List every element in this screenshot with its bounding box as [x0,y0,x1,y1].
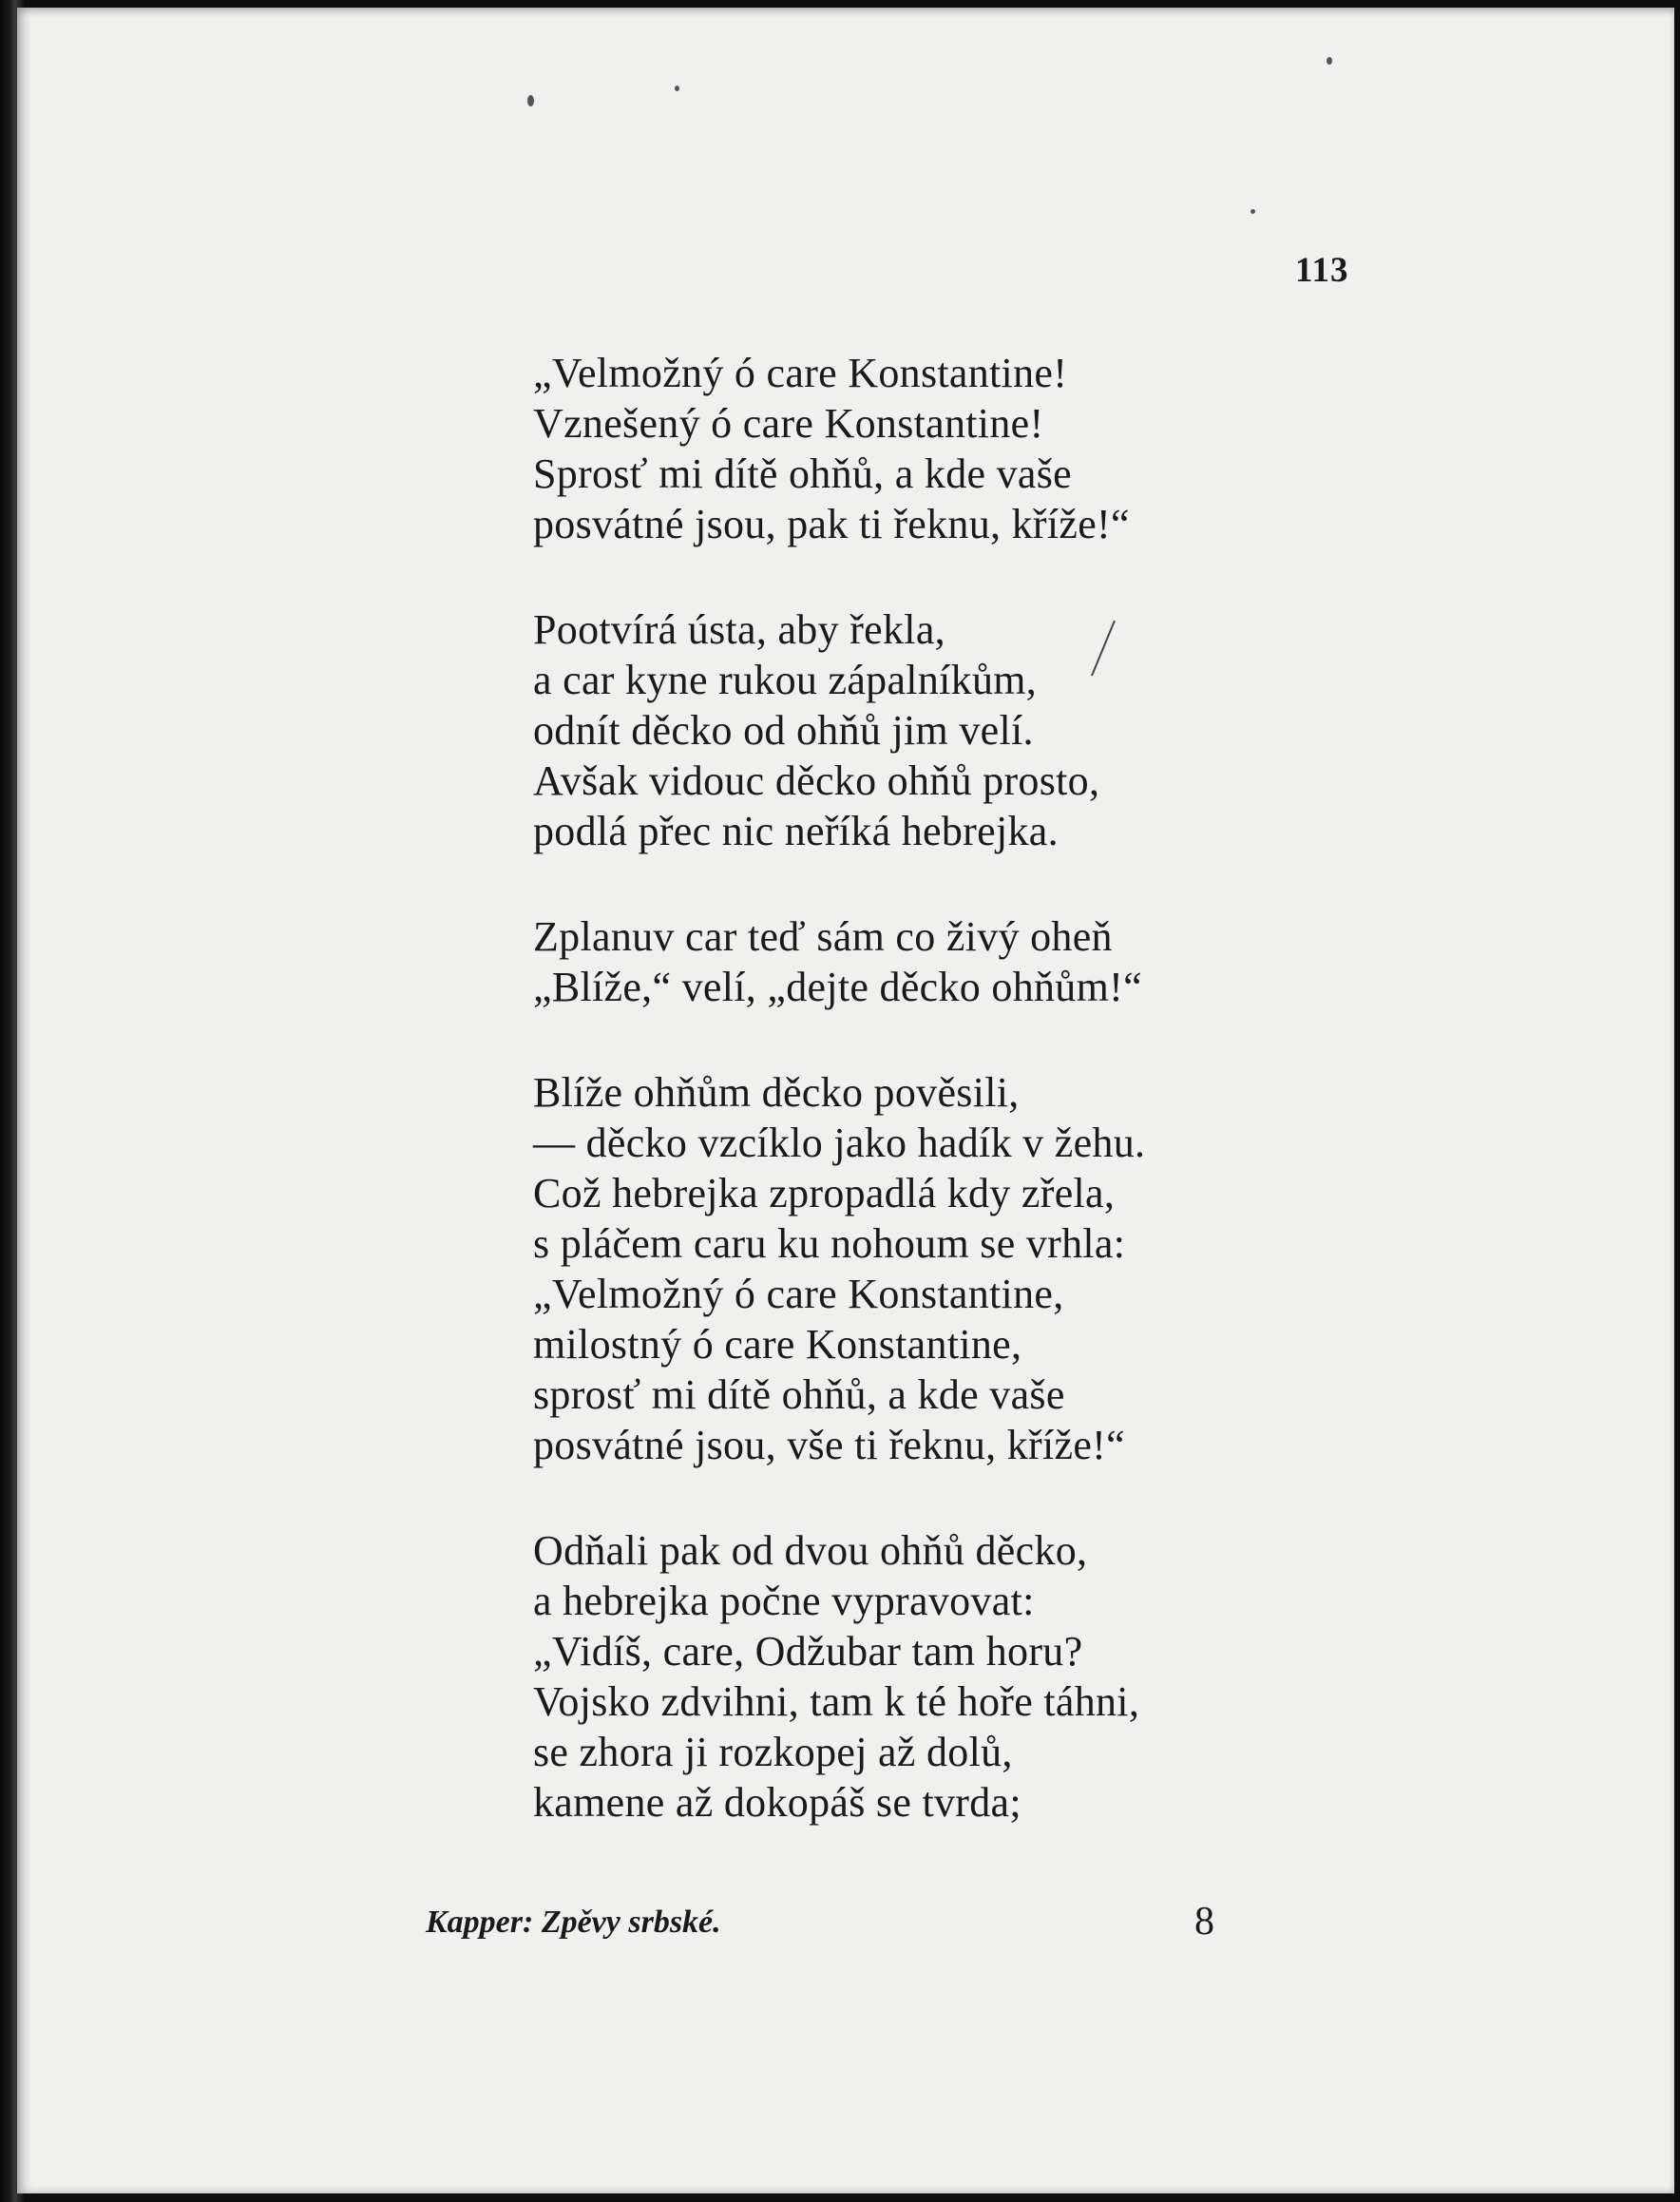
poem-line: posvátné jsou, vše ti řeknu, kříže!“ [533,1422,1125,1468]
poem-line: „Velmožný ó care Konstantine! [533,350,1068,396]
poem-line: a car kyne rukou zápalníkům, [533,657,1038,703]
poem-line: — děcko vzcíklo jako hadík v žehu. [533,1120,1146,1166]
stanza [533,1067,1293,1470]
paper-speck [1250,209,1255,214]
poem-line: Vojsko zdvihni, tam k té hoře táhni, [533,1678,1140,1725]
poem-line: s pláčem caru ku nohoum se vrhla: [533,1220,1126,1267]
poem-body [533,348,1293,1883]
poem-line: Avšak vidouc děcko ohňů prosto, [533,757,1100,804]
poem-line: milostný ó care Konstantine, [533,1321,1022,1368]
printer-signature: Kapper: Zpěvy srbské. [426,1905,721,1940]
stanza [533,911,1293,1012]
page-number: 113 [1295,251,1349,290]
poem-line: „Velmožný ó care Konstantine, [533,1271,1064,1317]
paper-speck [527,95,534,106]
stanza [533,1525,1293,1828]
poem-line: se zhora ji rozkopej až dolů, [533,1729,1013,1775]
poem-line: Pootvírá ústa, aby řekla, [533,606,945,653]
book-page [17,8,1674,2193]
poem-line: Odňali pak od dvou ohňů děcko, [533,1527,1088,1574]
poem-line: posvátné jsou, pak ti řeknu, kříže!“ [533,501,1130,547]
poem-line: odnít děcko od ohňů jim velí. [533,707,1034,754]
page-footer [426,1899,1214,1956]
poem-line: „Blíže,“ velí, „dejte děcko ohňům!“ [533,964,1142,1010]
poem-line: Vznešený ó care Konstantine! [533,400,1044,447]
poem-line: Blíže ohňům děcko pověsili, [533,1069,1020,1116]
stanza [533,348,1293,549]
poem-line: Což hebrejka zpropadlá kdy zřela, [533,1170,1116,1216]
poem-line: kamene až dokopáš se tvrda; [533,1779,1021,1826]
poem-line: „Vidíš, care, Odžubar tam horu? [533,1628,1083,1675]
poem-line: podlá přec nic neříká hebrejka. [533,808,1059,854]
stanza [533,604,1293,856]
poem-line: a hebrejka počne vypravovat: [533,1578,1035,1624]
paper-speck [1327,57,1332,65]
poem-line: Sprosť mi dítě ohňů, a kde vaše [533,450,1073,497]
paper-speck [675,86,679,91]
sheet-number: 8 [1194,1900,1214,1944]
poem-line: sprosť mi dítě ohňů, a kde vaše [533,1371,1065,1418]
poem-line: Zplanuv car teď sám co živý oheň [533,913,1113,960]
